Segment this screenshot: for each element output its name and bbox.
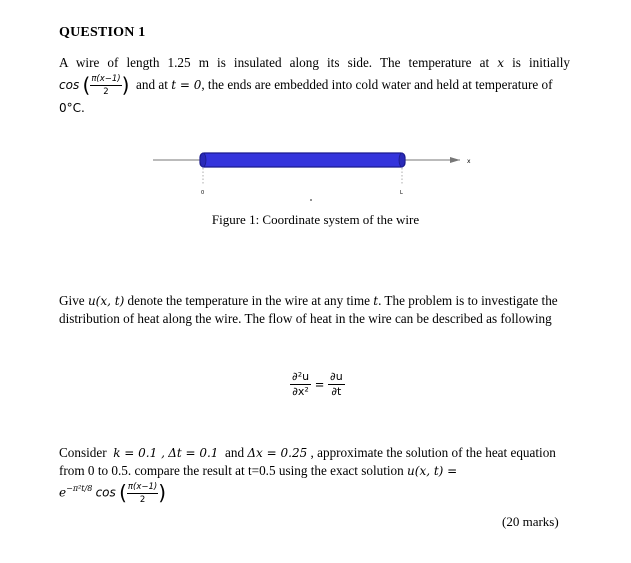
- question-title: QUESTION 1: [59, 25, 146, 40]
- marks-label: (20 marks): [502, 514, 559, 529]
- problem-statement: Give u(x, t) denote the temperature in the wire at any time t. The problem is to investigate the distribution of heat along the wire. The flow of heat in the wire can be described as following: [59, 293, 558, 326]
- intro-line-2: cos ( $\frac{\pi(x-1)}{2}$ ) and at t = 0, the ends are embedded into cold water and held at temperature of: [59, 73, 553, 98]
- figure-dot: [310, 199, 312, 201]
- rhs-fraction: $\frac{\partial u}{\partial t}$: [330, 370, 343, 398]
- task-fraction: $\frac{\pi(x-1)}{2}$: [127, 481, 158, 505]
- x-axis-arrow: [450, 157, 460, 163]
- heat-equation: [290, 372, 345, 397]
- length-label: L: [400, 190, 403, 196]
- intro-fraction: $\frac{\pi(x-1)}{2}$: [91, 74, 121, 98]
- wire-left-end: [200, 153, 206, 167]
- intro-line-3: 0°C.: [59, 101, 85, 116]
- figure-caption: Figure 1: Coordinate system of the wire: [211, 212, 420, 227]
- origin-label: 0: [201, 190, 205, 196]
- intro-cos: cos: [59, 78, 80, 92]
- question-intro: [59, 52, 570, 119]
- x-label: x: [467, 158, 471, 165]
- exp-base: e: [59, 485, 67, 500]
- intro-line-1: A wire of length 1.25 m is insulated along its side. The temperature at x is initially: [59, 55, 571, 70]
- wire-rod: [200, 153, 405, 167]
- wire-right-end: [399, 153, 405, 167]
- equals-sign: =: [314, 377, 325, 392]
- task-statement: Consider k = 0.1 , Δt = 0.1 and Δx = 0.25 , approximate the solution of the heat equation from 0 to 0.5. compare the result at t=0.5 using the exact solution u(x, t) = $e^{-\pi^2t/8}$ cos ( $\frac{\pi(x-1)}{2}$ ): [59, 445, 556, 505]
- lhs-fraction: $\frac{\text{∂²u}}{\text{∂x²}}$: [292, 370, 310, 398]
- exp-superscript: −π²t/8: [66, 484, 93, 493]
- wire-figure: [140, 146, 480, 202]
